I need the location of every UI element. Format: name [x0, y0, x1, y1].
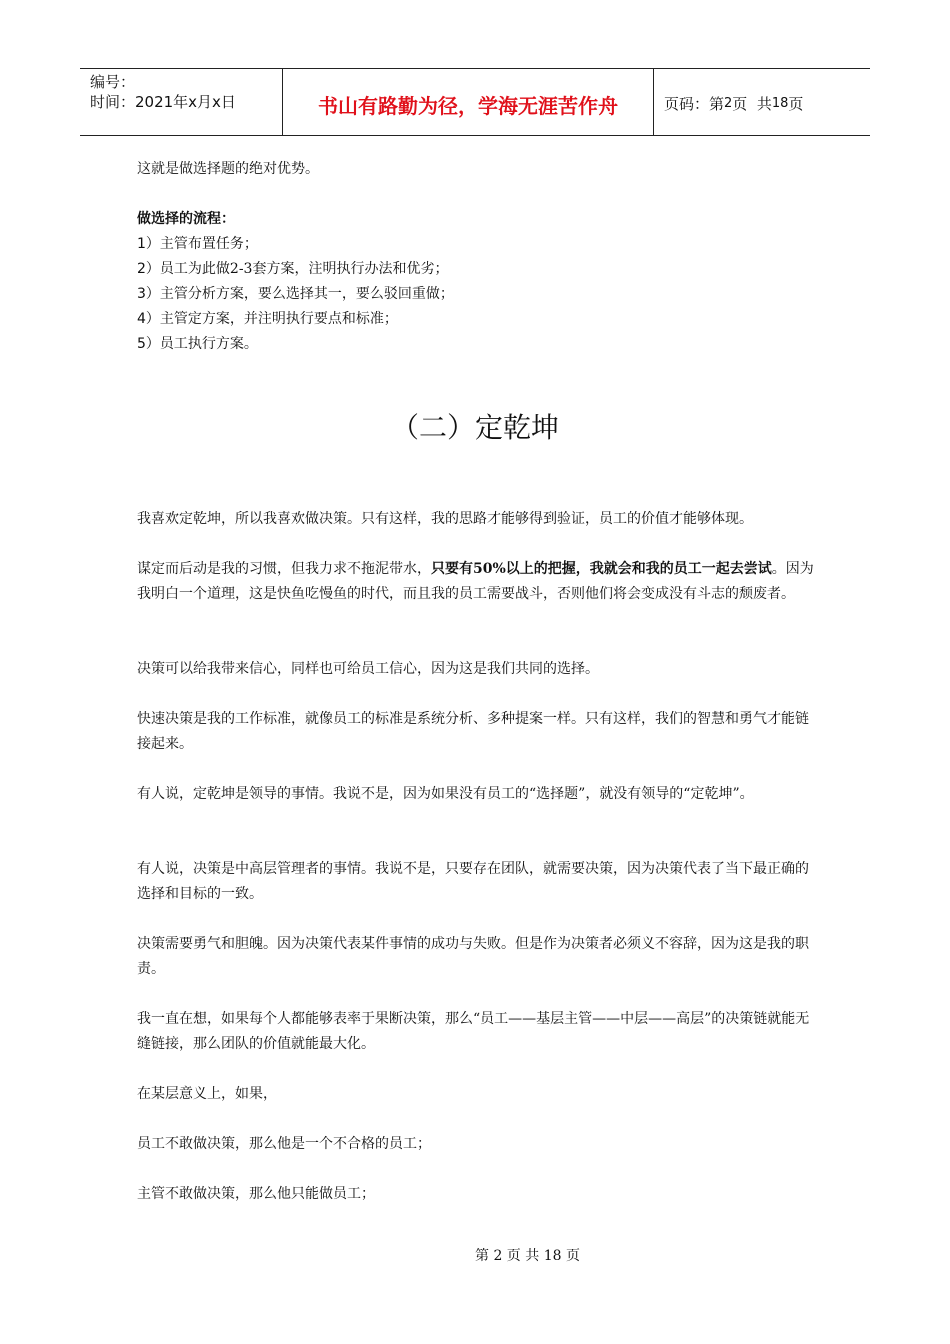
process-item-1: 1）主管布置任务； [137, 236, 258, 252]
page-mid: 页 共 [732, 94, 772, 113]
header-meta-cell [80, 69, 282, 135]
page-suffix: 页 [788, 94, 804, 113]
paragraph-8: 我一直在想，如果每个人都能够表率于果断决策，那么“员工——基层主管——中层——高层”的决策链就能无缝链接，那么团队的价值就能最大化。 [137, 1011, 810, 1052]
process-heading: 做选择的流程： [137, 211, 235, 227]
page-footer: 第 2 页 共 18 页 [475, 1248, 580, 1264]
process-item-5: 5）员工执行方案。 [137, 336, 258, 352]
paragraph-4: 快速决策是我的工作标准，就像员工的标准是系统分析、多种提案一样。只有这样，我们的智慧和勇气才能链接起来。 [137, 711, 809, 752]
process-item-text: 主管分析方案，要么选择其一，要么驳回重做； [159, 286, 454, 302]
paragraph-9: 在某层意义上，如果， [137, 1086, 277, 1102]
section-title: （二）定乾坤 [390, 411, 559, 444]
paragraph-2-bold: 只要有50%以上的把握，我就会和我的员工一起去尝试 [431, 561, 772, 577]
process-item-2: 2）员工为此做2-3套方案，注明执行办法和优劣； [137, 261, 449, 277]
process-item-number: 3 [137, 286, 146, 302]
code-label: 编号： [90, 73, 136, 91]
process-item-number: 1 [137, 236, 146, 252]
header-motto-cell [282, 69, 654, 135]
page-total: 18 [771, 95, 789, 111]
page-number: 2 [724, 95, 733, 111]
process-item-3: 3）主管分析方案，要么选择其一，要么驳回重做； [137, 286, 454, 302]
paragraph-2 [137, 557, 817, 607]
header-table [80, 68, 870, 136]
paragraph-11: 主管不敢做决策，那么他只能做员工； [137, 1186, 375, 1202]
paragraph-5: 有人说，定乾坤是领导的事情。我说不是，因为如果没有员工的“选择题”，就没有领导的“定乾坤”。 [137, 786, 754, 802]
paragraph-6: 有人说，决策是中高层管理者的事情。我说不是，只要存在团队，就需要决策，因为决策代表了当下最正确的选择和目标的一致。 [137, 861, 809, 902]
paragraph-1: 我喜欢定乾坤，所以我喜欢做决策。只有这样，我的思路才能够得到验证，员工的价值才能够体现。 [137, 511, 753, 527]
page-prefix: 页码：第 [664, 94, 725, 113]
process-item-text: 主管布置任务； [159, 236, 258, 252]
process-item-number: 5 [137, 336, 146, 352]
motto-text: 书山有路勤为径，学海无涯苦作舟 [318, 93, 618, 118]
time-label: 时间：2021年x月x日 [90, 93, 236, 111]
paragraph-2-end: 。因为我明白一个道理，这是快鱼吃慢鱼的时代，而且我的员工需要战斗，否则他们将会变成没有斗志的颓废者。 [137, 561, 814, 602]
paragraph-3: 决策可以给我带来信心，同样也可给员工信心，因为这是我们共同的选择。 [137, 661, 599, 677]
paragraph-7: 决策需要勇气和胆魄。因为决策代表某件事情的成功与失败。但是作为决策者必须义不容辞，因为这是我的职责。 [137, 936, 809, 977]
process-item-4: 4）主管定方案，并注明执行要点和标准； [137, 311, 398, 327]
process-item-text: 员工执行方案。 [159, 336, 258, 352]
header-page-cell [654, 69, 870, 135]
paragraph-10: 员工不敢做决策，那么他是一个不合格的员工； [137, 1136, 431, 1152]
paragraph-2-start: 谋定而后动是我的习惯，但我力求不拖泥带水， [137, 561, 431, 577]
process-item-text: 员工为此做2-3套方案，注明执行办法和优劣； [159, 261, 449, 277]
process-item-number: 2 [137, 261, 146, 277]
intro-line: 这就是做选择题的绝对优势。 [137, 161, 319, 177]
process-item-text: 主管定方案，并注明执行要点和标准； [159, 311, 398, 327]
process-item-number: 4 [137, 311, 146, 327]
